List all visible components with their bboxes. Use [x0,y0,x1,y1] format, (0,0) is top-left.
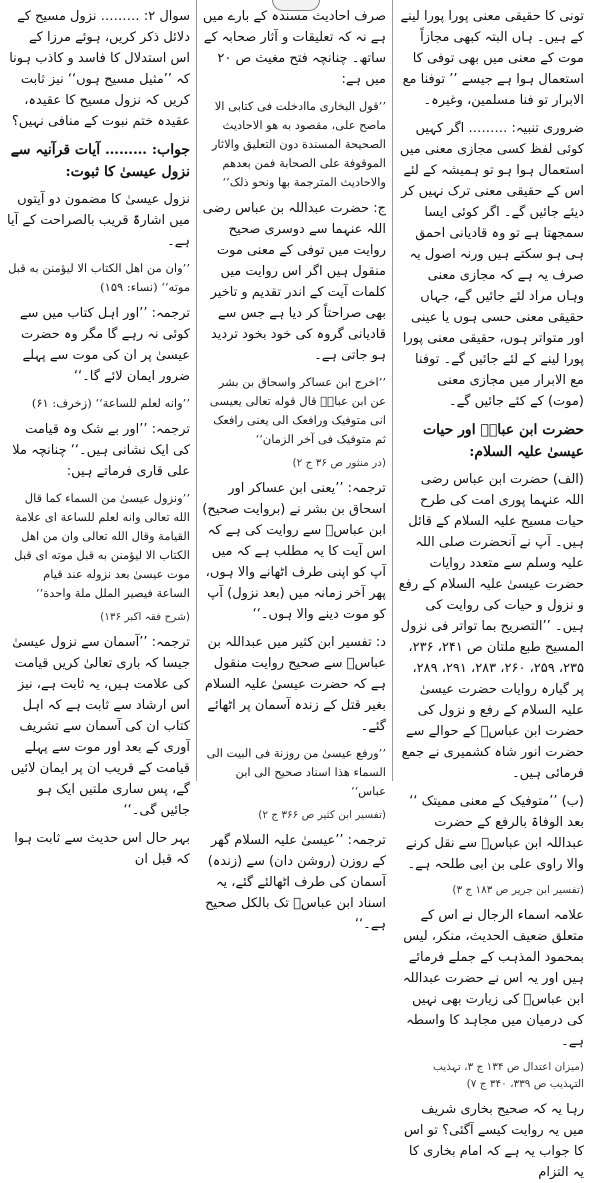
arabic-quote: ’’ورفع عیسیٰ من روزنة فی البیت الی السماء هذا اسناد صحیح الی ابن عباس‘‘ [206,746,386,798]
column-right [392,0,590,1180]
paragraph: د: تفسیر ابن کثیر میں عبداللہ بن عباسؓ سے صحیح روایت منقول ہے کہ حضرت عیسیٰ علیہ السلام بغیر قتل کے زندہ آسمان پر اٹھائے گئے۔ [204,635,386,734]
paragraph: علامہ اسماء الرجال نے اس کے متعلق ضعیف الحدیث، منکر، لیس بمحمود المذہب کے جملے فرمائے ہیں اور یہ اس نے حضرت عبداللہ ابن عباسؓ کی زیارت بھی نہیں کی درمیان میں مجاہد کا واسطہ ہے۔ [402,908,584,1049]
section-heading: جواب: ……… آیات قرآنیہ سے نزول عیسیٰ کا ثبوت: [10,142,190,180]
paragraph: بہر حال اس حدیث سے ثابت ہوا کہ قبل ان [14,831,190,867]
column-middle [196,0,392,932]
paragraph: ج: حضرت عبداللہ بن عباس رضی اللہ عنہما سے دوسری صحیح روایت میں توفی کے معنی موت منقول ہیں اگر اس روایت میں کلمات آیت کے اندر تقدیم و تاخیر بھی صراحتاً کر دیا ہے جس سے قادیانی گروہ کی خود بخود تردید ہو جاتی ہے۔ [202,201,386,363]
paragraph: صرف احادیث مسندہ کے بارے میں ہے نہ کہ تعلیقات و آثار صحابہ کے ساتھ۔ چنانچہ فتح مغیث ص ۲۰ میں ہے: [202,9,386,87]
reference-citation: (میزان اعتدال ص ۱۳۴ ج ۳، تہذیب التہذیب ص ۳۳۹، ۳۴۰ ج ۷) [433,1061,584,1090]
reference-citation: (در منثور ص ۳۶ ج ۲) [292,457,386,469]
paragraph: ترجمہ: ’’عیسیٰ علیہ السلام گھر کے روزن (روشن دان) سے (زندہ) آسمان کی طرف اٹھالئے گئے، یہ اسناد ابن عباسؓ تک بالکل صحیح ہے۔‘‘ [205,833,386,932]
arabic-quote: ’’وانه لعلم للساعة‘‘ (زخرف: ۶۱) [31,396,190,410]
reference-citation: (شرح فقہ اکبر ۱۳۶) [100,611,190,623]
section-heading: حضرت ابن عباسؓ اور حیات عیسیٰ علیہ السلام: [422,422,584,460]
paragraph: ترجمہ: ’’یعنی ابن عساکر اور اسحاق بن بشر نے (بروایت صحیح) ابن عباسؓ سے روایت کی ہے کہ اس آیت کا یہ مطلب ہے کہ میں آپ کو اپنی طرف اٹھانے والا ہوں، پھر آخر زمانہ میں (بعد نزول) آپ کو موت دینے والا ہوں۔‘‘ [202,481,386,622]
paragraph: (ب) ’’متوفیک کے معنی ممیتک ‘‘ بعد الوفاۃ بالرفع کے حضرت عبداللہ ابن عباسؓ سے نقل کرنے والا راوی علی بن ابی طلحہ ہے۔ [405,794,584,872]
paragraph: نزول عیسیٰ کا مضمون دو آیتوں میں اشارۃً قریب بالصراحت کے آیا ہے۔ [7,192,190,249]
paragraph: (الف) حضرت ابن عباس رضی اللہ عنہما پوری امت کی طرح حیات مسیح علیہ السلام کے قائل ہیں۔ آپ نے آنحضرت صلی اللہ علیہ وسلم سے متعدد روایات حضرت عیسیٰ علیہ السلام کے رفع و نزول و حیات کی روایت کی ہیں۔ ’’التصریح بما تواتر فی نزول المسیح طبع ملتان ص ۲۴۱، ۲۳۶، ۲۳۵، ۲۵۹، ۲۶۰، ۲۸۳، ۲۹۱، ۲۸۹، پر گیارہ روایات حضرت عیسیٰ علیہ السلام کے رفع و نزول کی حضرت ابن عباسؓ کے حوالے سے حضرت انور شاہ کشمیری نے جمع فرمائی ہیں۔ [398,472,584,781]
reference-citation: (تفسیر ابن جریر ص ۱۸۳ ج ۳) [452,884,584,896]
arabic-quote: ’’اخرج ابن عساکر واسحاق بن بشر عن ابن عباسؓ قال قوله تعالی یعیسی انی متوفیک ورافعک الی یعنی رافعک ثم متوفیک فی آخر الزمان‘‘ [209,375,386,446]
arabic-quote: ’’وان من اهل الکتاب الا لیؤمنن به قبل موته‘‘ (نساء: ۱۵۹) [8,261,190,294]
paragraph: ترجمہ: ’’اور اہل کتاب میں سے کوئی نہ رہے گا مگر وہ حضرت عیسیٰ پر ان کی موت سے پہلے ضرور ایمان لائے گا۔‘‘ [19,306,190,384]
paragraph: ترجمہ: ’’آسمان سے نزول عیسیٰ جیسا کہ باری تعالیٰ کریں قیامت کی علامت ہیں، یہ ثابت ہے، نیز اس ارشاد سے ثابت ہے کہ اہل کتاب ان کی آسمان سے تشریف آوری کے بعد اور موت سے پہلے قیامت کے قریب ان پر ایمان لائیں گے، پس ساری ملتیں ایک ہو جائیں گی۔‘‘ [10,635,190,818]
arabic-quote: ’’ونزول عیسیٰ من السماء کما قال الله تعالی وانه لعلم للساعة ای علامة القیامة وقال الله تعالی وان من اهل الکتاب الا لیؤمنن به قبل موته ای قبل موت عیسیٰ بعد نزوله عند قیام الساعة فیصیر الملل ملة واحدة‘‘ [14,491,190,600]
arabic-quote: ’’قول البخاری ماادخلت فی کتابی الا ماصح علی، مقصود به هو الاحادیث الصحیحة المسندة دون التعلیق والاثار الموقوفة علی الصحابة فمن بعدهم والاحادیث المترجمة بها ونحو ذلک‘‘ [211,99,386,189]
reference-citation: (تفسیر ابن کثیر ص ۳۶۶ ج ۲) [258,809,386,821]
paragraph: ضروری تنبیہ: ……… اگر کہیں کوئی لفظ کسی مجازی معنی میں استعمال ہوا ہو تو ہمیشہ کے لئے اس کے حقیقی معنی ترک نہیں کر دیئے جائیں گے۔ اگر کوئی ایسا سمجھتا ہے تو وہ قادیانی احمق ہی ہو سکتے ہیں ورنہ اصول یہ صرف یہ ہے کہ مجازی معنی وہاں مراد لئے جائیں گے، جہاں حقیقی معنی حسی ہوں یا عینی اور متواتر ہوں، حقیقی معنی پورا پورا لینے کے لئے جائیں گے۔ توفنا مع الابرار میں مجازی معنی (موت) کے کئے جائیں گے۔ [399,121,584,409]
column-left [0,0,196,867]
paragraph: رہا یہ کہ صحیح بخاری شریف میں یہ روایت کیسے آگئی؟ تو اس کا جواب یہ ہے کہ امام بخاری کا یہ التزام [404,1102,584,1180]
paragraph: تونی کا حقیقی معنی پورا پورا لینے کے ہیں۔ ہاں البتہ کبھی مجازاً موت کے معنی میں بھی توفی کا استعمال ہوا ہے جیسے ’’ توفنا مع الابرار تو فنا مسلمین، وغیرہ۔ [400,9,584,108]
paragraph: سوال ۲: ……… نزول مسیح کے دلائل ذکر کریں، ہوئے مرزا کے اس استدلال کا فاسد و کاذب ہونا کہ ’’مثیل مسیح ہوں‘‘ نیز ثابت کریں کہ نزول مسیح کا عقیدہ، عقیدہ ختم نبوت کے منافی نہیں؟ [9,9,190,129]
paragraph: ترجمہ: ’’اور بے شک وہ قیامت کی ایک نشانی ہیں۔‘‘ چنانچہ ملا علی قاری فرماتے ہیں: [12,422,190,479]
